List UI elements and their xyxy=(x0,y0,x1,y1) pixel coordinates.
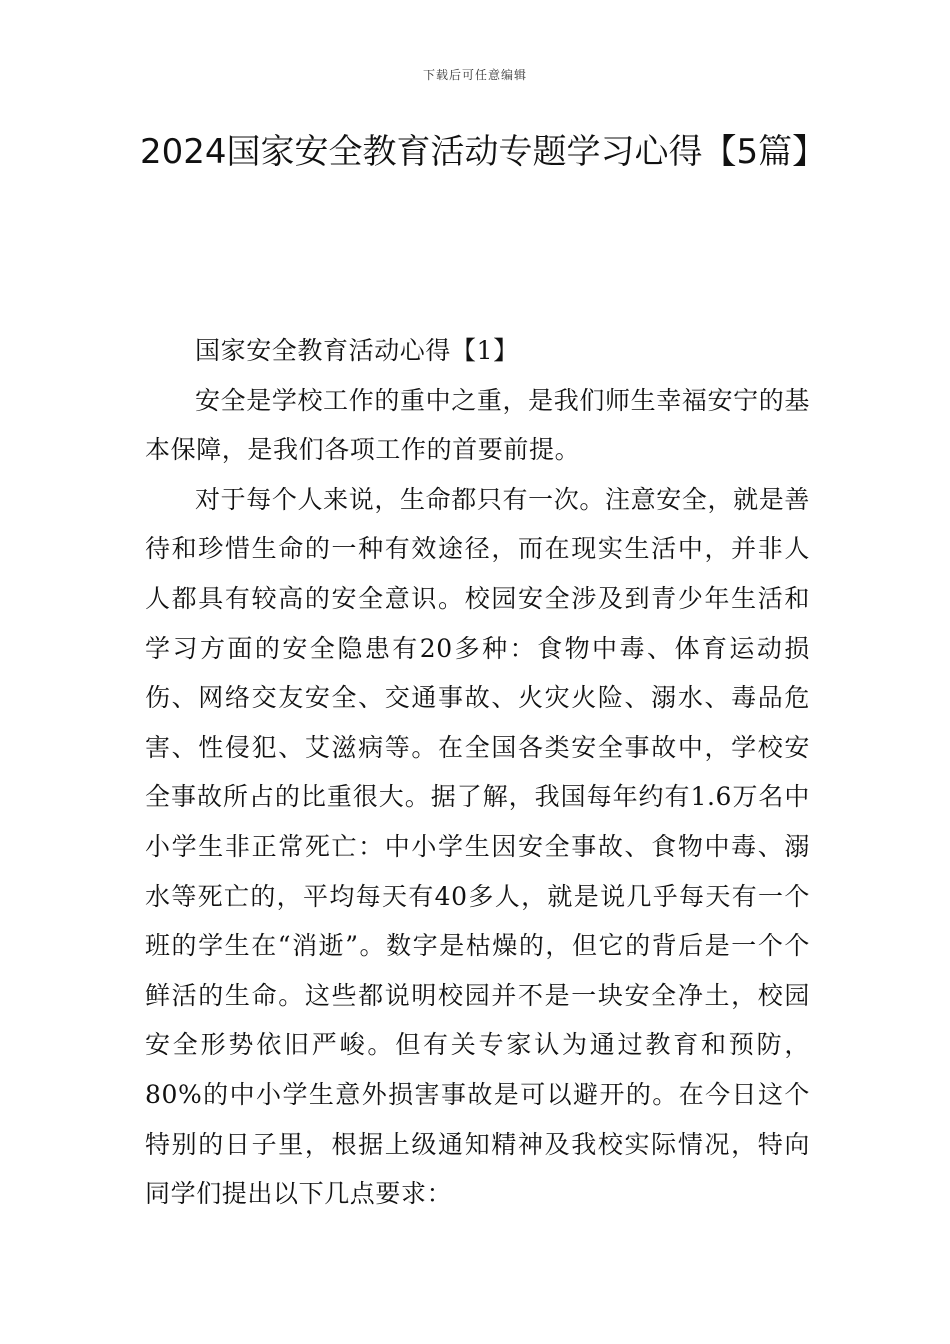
section-heading: 国家安全教育活动心得【1】 xyxy=(195,336,519,365)
header-note: 下载后可任意编辑 xyxy=(422,68,527,82)
document-title: 2024国家安全教育活动专题学习心得【5篇】 xyxy=(140,132,827,172)
document-body xyxy=(145,326,810,1219)
paragraph-1: 安全是学校工作的重中之重，是我们师生幸福安宁的基本保障，是我们各项工作的首要前提。 xyxy=(145,385,810,465)
paragraph-2: 对于每个人来说，生命都只有一次。注意安全，就是善待和珍惜生命的一种有效途径，而在现实生活中，并非人人都具有较高的安全意识。校园安全涉及到青少年生活和学习方面的安全隐患有20多种：食物中毒、体育运动损伤、网络交友安全、交通事故、火灾火险、溺水、毒品危害、性侵犯、艾滋病等。在全国各类安全事故中，学校安全事故所占的比重很大。据了解，我国每年约有1.6万名中小学生非正常死亡：中小学生因安全事故、食物中毒、溺水等死亡的，平均每天有40多人，就是说几乎每天有一个班的学生在“消逝”。数字是枯燥的，但它的背后是一个个鲜活的生命。这些都说明校园并不是一块安全净土，校园安全形势依旧严峻。但有关专家认为通过教育和预防，80%的中小学生意外损害事故是可以避开的。在今日这个特别的日子里，根据上级通知精神及我校实际情况，特向同学们提出以下几点要求： xyxy=(145,484,810,1209)
